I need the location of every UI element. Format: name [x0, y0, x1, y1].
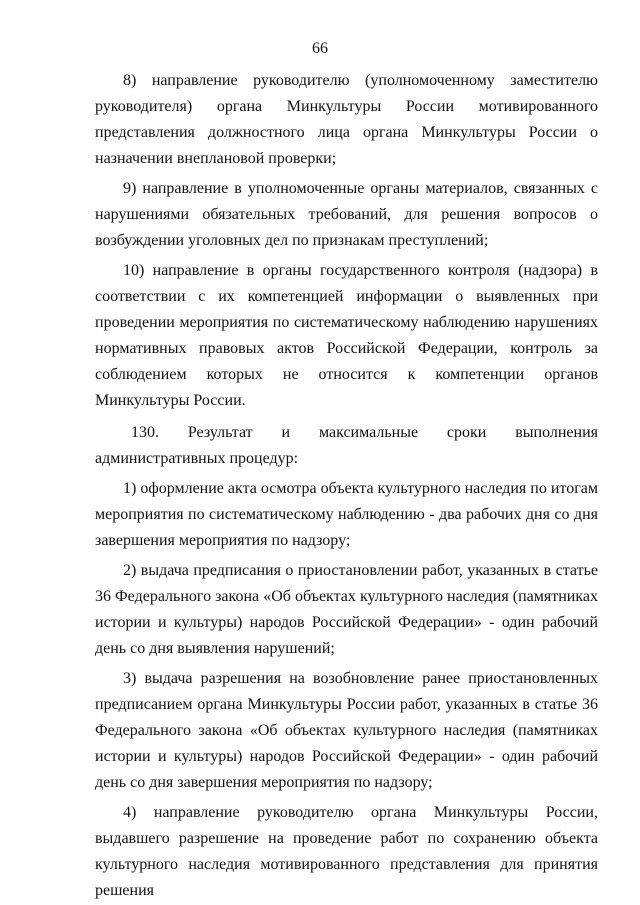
paragraph-item-10: 10) направление в органы государственного контроля (надзора) в соответствии с их компетенцией информации о выявленных при проведении мероприятия по систематическому наблюдению нарушениях нормативных правовых актов Российской Федерации, контроль за соблюдением которых не относится к компетенции органов Минкультуры России.	[95, 262, 598, 409]
section-130-heading: 130. Результат и максимальные сроки выполнения административных процедур:	[95, 424, 598, 467]
paragraph-result-2: 2) выдача предписания о приостановлении работ, указанных в статье 36 Федерального закона «Об объектах культурного наследия (памятниках истории и культуры) народов Российской Федерации» - один рабочий день со дня выявления нарушений;	[95, 562, 598, 657]
page-number: 66	[312, 40, 328, 57]
paragraph-result-3: 3) выдача разрешения на возобновление ранее приостановленных предписанием органа Минкультуры России работ, указанных в статье 36 Федерального закона «Об объектах культурного наследия (памятниках истории и культуры) народов Российской Федерации» - один рабочий день со дня завершения мероприятия по надзору;	[95, 670, 598, 791]
paragraph-result-4: 4) направление руководителю органа Минкультуры России, выдавшего разрешение на проведение работ по сохранению объекта культурного наследия мотивированного представления для принятия решения	[95, 804, 598, 899]
paragraph-item-8: 8) направление руководителю (уполномоченному заместителю руководителя) органа Минкультуры России мотивированного представления должностного лица органа Минкультуры России о назначении внеплановой проверки;	[95, 72, 598, 167]
paragraph-item-9: 9) направление в уполномоченные органы материалов, связанных с нарушениями обязательных требований, для решения вопросов о возбуждении уголовных дел по признакам преступлений;	[95, 180, 598, 249]
document-body	[95, 68, 598, 904]
paragraph-result-1: 1) оформление акта осмотра объекта культурного наследия по итогам мероприятия по систематическому наблюдению - два рабочих дня со дня завершения мероприятия по надзору;	[95, 480, 598, 549]
